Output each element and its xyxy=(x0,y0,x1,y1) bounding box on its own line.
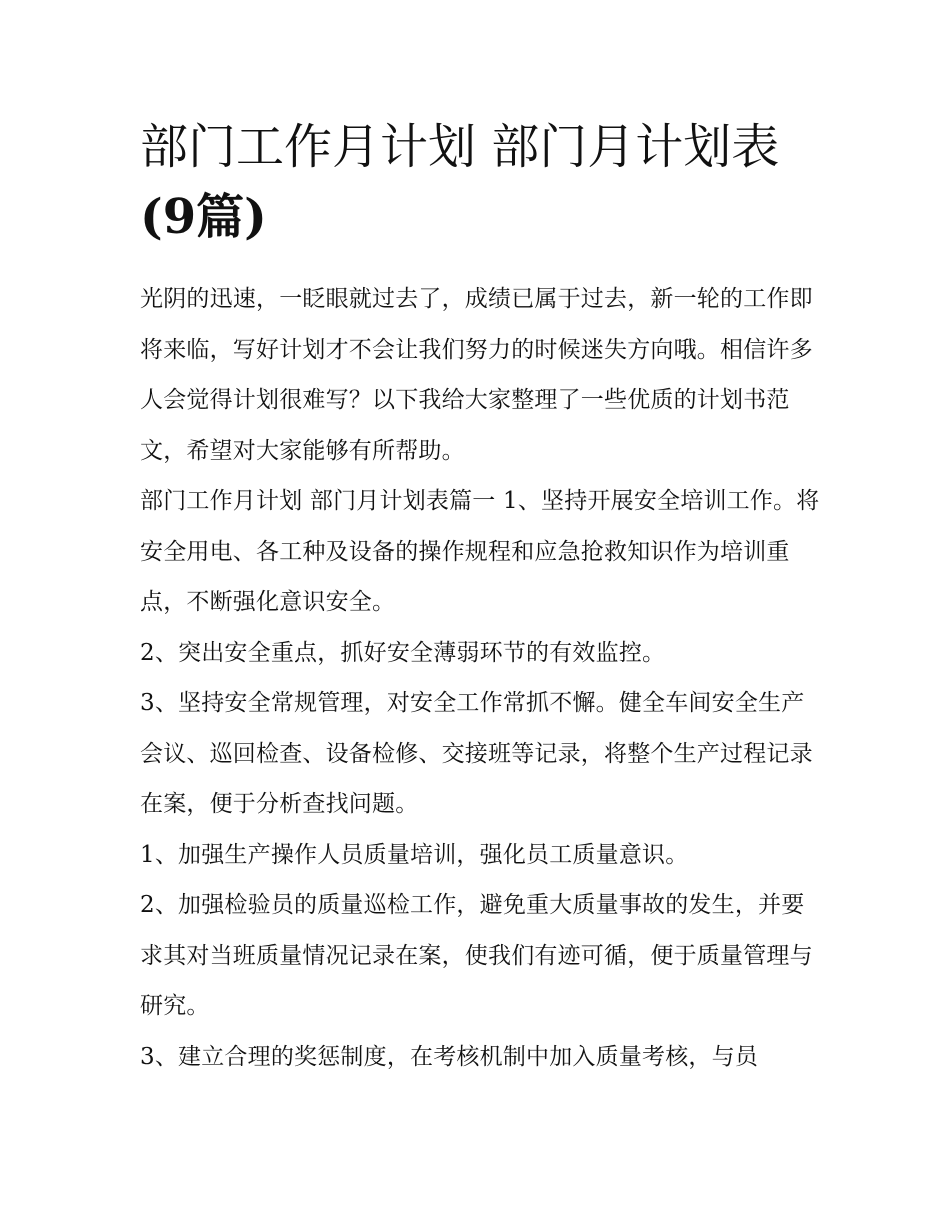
title-count: (9篇) xyxy=(140,189,267,245)
paragraph-quality-3: 3、建立合理的奖惩制度，在考核机制中加入质量考核，与员 xyxy=(140,1043,759,1070)
paragraph-intro: 光阴的迅速，一眨眼就过去了，成绩已属于过去，新一轮的工作即将来临，写好计划才不会让我们努力的时候迷失方向哦。相信许多人会觉得计划很难写？以下我给大家整理了一些优质的计划书范文，希望对大家能够有所帮助。 xyxy=(140,286,813,464)
document-page xyxy=(140,112,820,1082)
paragraph-safety-2: 2、突出安全重点，抓好安全薄弱环节的有效监控。 xyxy=(140,639,666,666)
document-title xyxy=(140,112,820,252)
paragraph-safety-3: 3、坚持安全常规管理，对安全工作常抓不懈。健全车间安全生产会议、巡回检查、设备检修、交接班等记录，将整个生产过程记录在案，便于分析查找问题。 xyxy=(140,690,813,817)
paragraph-quality-1: 1、加强生产操作人员质量培训，强化员工质量意识。 xyxy=(140,841,689,868)
title-main: 部门工作月计划 部门月计划表 xyxy=(140,119,780,175)
paragraph-section-one: 部门工作月计划 部门月计划表篇一 1、坚持开展安全培训工作。将安全用电、各工种及设备的操作规程和应急抢救知识作为培训重点，不断强化意识安全。 xyxy=(140,488,820,615)
paragraph-quality-2: 2、加强检验员的质量巡检工作，避免重大质量事故的发生，并要求其对当班质量情况记录在案，使我们有迹可循，便于质量管理与研究。 xyxy=(140,892,813,1019)
